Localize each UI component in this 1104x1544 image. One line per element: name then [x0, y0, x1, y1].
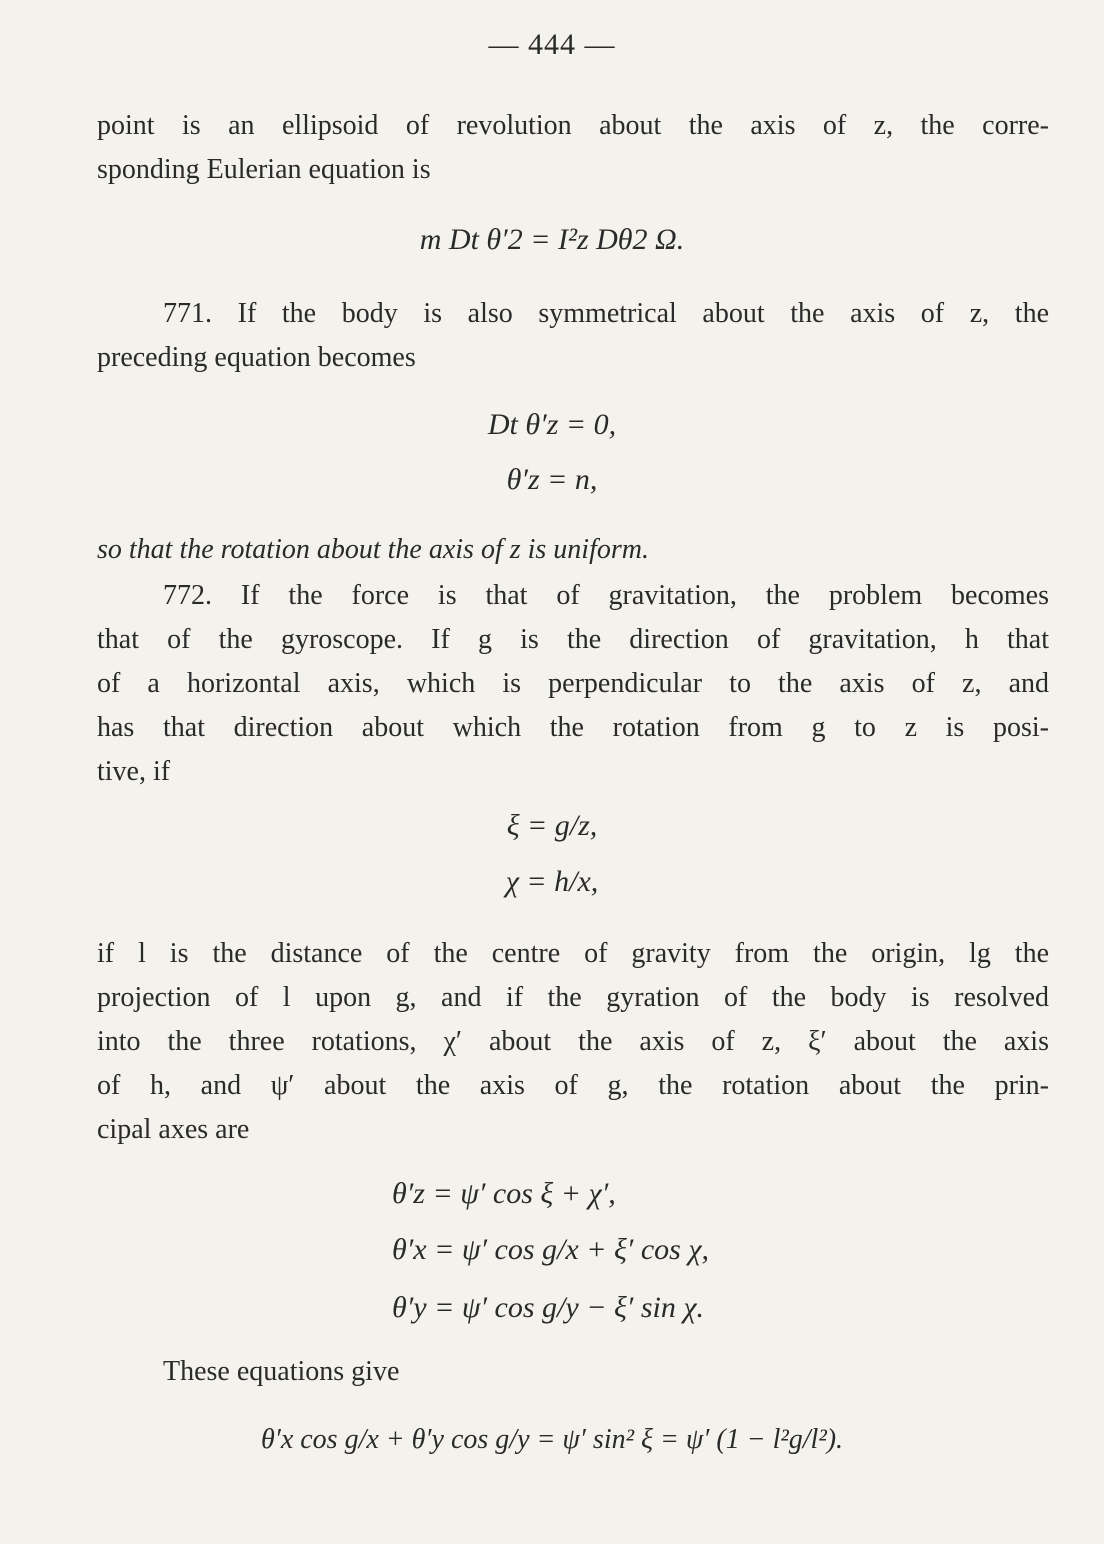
paragraph-771-line — [97, 292, 1049, 336]
equation-2: Dt θ′z = 0, — [487, 408, 617, 441]
equation-9: θ′x cos g/x + θ′y cos g/y = ψ′ sin² ξ = ψ′ (1 − l²g/l²). — [260, 1424, 844, 1455]
paragraph-line: preceding equation becomes — [97, 342, 416, 373]
paragraph-line: projection of l upon g, and if the gyration of the body is resolved — [97, 982, 1049, 1013]
equation-1: m Dt θ′2 = I²z Dθ2 Ω. — [419, 223, 685, 256]
paragraph-text: If the force is that of gravitation, the problem becomes — [240, 580, 1049, 611]
paragraph-line: sponding Eulerian equation is — [97, 154, 431, 185]
paragraph-line: if l is the distance of the centre of gravity from the origin, lg the — [97, 938, 1049, 969]
paragraph-line: of h, and ψ′ about the axis of g, the rotation about the prin- — [97, 1070, 1049, 1101]
paragraph-text: If the body is also symmetrical about the axis of z, the — [237, 298, 1049, 329]
page-number: — 444 — — [488, 28, 616, 61]
paragraph-772-line — [97, 574, 1049, 618]
paragraph-line: These equations give — [163, 1356, 400, 1387]
equation-7: θ′x = ψ′ cos g/x + ξ′ cos χ, — [392, 1233, 710, 1266]
italic-statement: so that the rotation about the axis of z is uniform. — [97, 534, 649, 565]
paragraph-line: point is an ellipsoid of revolution about the axis of z, the corre- — [97, 110, 1049, 141]
equation-4: ξ = g/z, — [506, 809, 598, 842]
paragraph-line: tive, if — [97, 756, 171, 787]
equation-6: θ′z = ψ′ cos ξ + χ′, — [392, 1177, 616, 1210]
equation-5: χ = h/x, — [505, 865, 599, 898]
paragraph-line: of a horizontal axis, which is perpendicular to the axis of z, and — [97, 668, 1049, 699]
section-number-772: 772. — [163, 580, 212, 611]
paragraph-line: has that direction about which the rotation from g to z is posi- — [97, 712, 1049, 743]
paragraph-line: into the three rotations, χ′ about the axis of z, ξ′ about the axis — [97, 1026, 1049, 1057]
paragraph-line: that of the gyroscope. If g is the direction of gravitation, h that — [97, 624, 1049, 655]
equation-3: θ′z = n, — [506, 463, 598, 496]
equation-8: θ′y = ψ′ cos g/y − ξ′ sin χ. — [392, 1291, 705, 1324]
section-number-771: 771. — [163, 298, 212, 329]
paragraph-line: cipal axes are — [97, 1114, 250, 1145]
